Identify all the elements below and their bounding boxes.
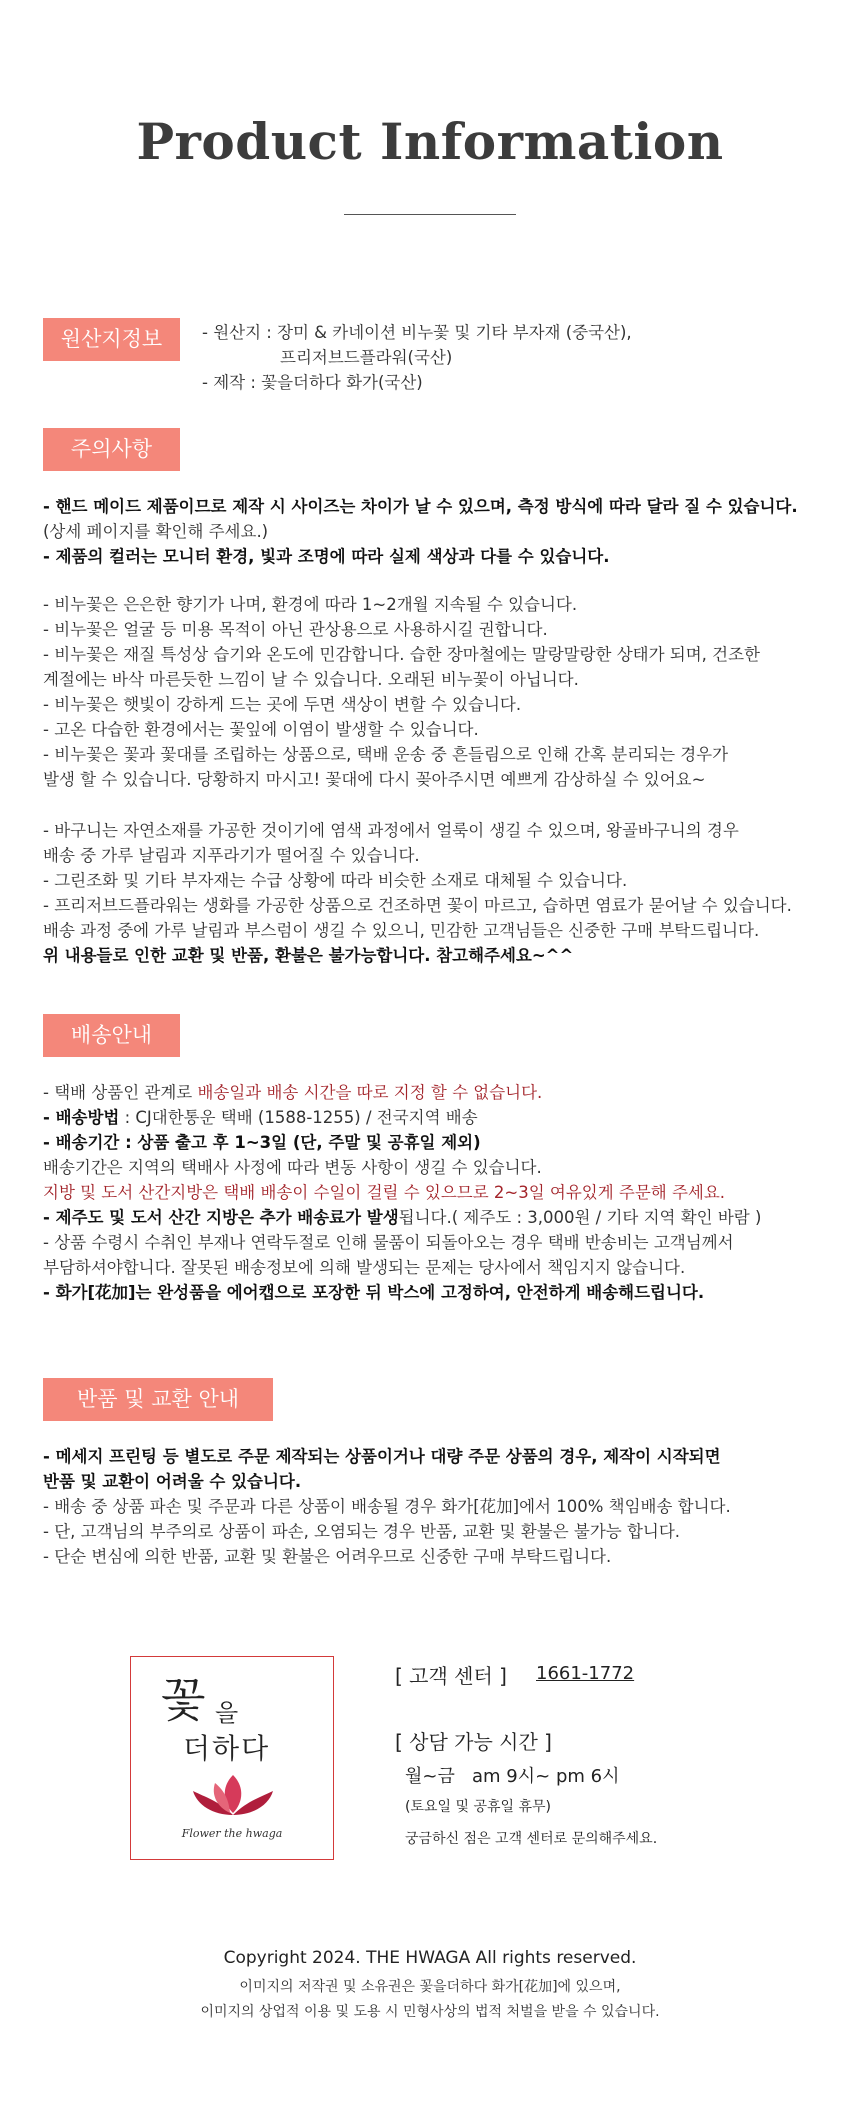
caution-line: - 고온 다습한 환경에서는 꽃잎에 이염이 발생할 수 있습니다. [43,720,479,739]
cs-label: [ 고객 센터 ] [395,1664,507,1688]
shipping-extra-fee: - 제주도 및 도서 산간 지방은 추가 배송료가 발생 [43,1208,399,1227]
origin-line: - 제작 : 꽃을더하다 화가(국산) [202,373,423,392]
caution-block-1 [43,494,798,569]
footer-notice: 이미지의 상업적 이용 및 도용 시 민형사상의 법적 처벌을 받을 수 있습니다. [200,2004,660,2020]
caution-line: - 그린조화 및 기타 부자재는 수급 상황에 따라 비슷한 소재로 대체될 수 있습니다. [43,871,628,890]
caution-line: - 비누꽃은 은은한 향기가 나며, 환경에 따라 1~2개월 지속될 수 있습니다. [43,595,578,614]
shipping-info [43,1080,761,1305]
caution-block-2 [43,592,760,792]
cs-hours: 월~금 am 9시~ pm 6시 [405,1766,620,1787]
cs-note: 궁금하신 점은 고객 센터로 문의해주세요. [405,1831,658,1847]
shipping-method-label: - 배송방법 [43,1108,120,1127]
logo-text-line2: 더하다 [183,1732,271,1765]
returns-line: - 메세지 프린팅 등 별도로 주문 제작되는 상품이거나 대량 주문 상품의 경우, 제작이 시작되면 [43,1447,721,1466]
shipping-line: - 상품 수령시 수취인 부재나 연락두절로 인해 물품이 되돌아오는 경우 택배 반송비는 고객님께서 [43,1233,734,1252]
caution-line: 계절에는 바삭 마른듯한 느낌이 날 수 있습니다. 오래된 비누꽃이 아닙니다. [43,670,579,689]
caution-line: (상세 페이지를 확인해 주세요.) [43,522,269,541]
returns-line: - 배송 중 상품 파손 및 주문과 다른 상품이 배송될 경우 화가[花加]에서 100% 책임배송 합니다. [43,1497,731,1516]
returns-badge: 반품 및 교환 안내 [43,1378,273,1421]
caution-badge: 주의사항 [43,428,180,471]
footer-copyright: Copyright 2024. THE HWAGA All rights reserved. [223,1948,637,1968]
logo-script: Flower the hwaga [181,1827,283,1840]
caution-line: - 제품의 컬러는 모니터 환경, 빛과 조명에 따라 실제 색상과 다를 수 있습니다. [43,547,610,566]
footer-notice: 이미지의 저작권 및 소유권은 꽃을더하다 화가[花加]에 있으며, [239,1979,621,1995]
shipping-line [43,1105,761,1130]
page-title: Product Information [136,112,724,171]
caution-line: - 핸드 메이드 제품이므로 제작 시 사이즈는 차이가 날 수 있으며, 측정 방식에 따라 달라 질 수 있습니다. [43,497,798,516]
caution-line: - 프리저브드플라워는 생화를 가공한 상품으로 건조하면 꽃이 마르고, 습하면 염료가 묻어날 수 있습니다. [43,896,792,915]
logo-text-small: 을 [215,1699,239,1727]
shipping-notice: 배송일과 배송 시간을 따로 지정 할 수 없습니다. [197,1083,543,1102]
shipping-remote-notice: 지방 및 도서 산간지방은 택배 배송이 수일이 걸릴 수 있으므로 2~3일 여유있게 주문해 주세요. [43,1183,726,1202]
returns-info [43,1444,731,1569]
shipping-line: 부담하셔야합니다. 잘못된 배송정보에 의해 발생되는 문제는 당사에서 책임지지 않습니다. [43,1258,686,1277]
shipping-packaging: - 화가[花加]는 완성품을 에어캡으로 포장한 뒤 박스에 고정하여, 안전하게 배송해드립니다. [43,1283,705,1302]
returns-line: - 단순 변심에 의한 반품, 교환 및 환불은 어려우므로 신중한 구매 부탁드립니다. [43,1547,612,1566]
shipping-text: 됩니다.( 제주도 : 3,000원 / 기타 지역 확인 바람 ) [398,1208,762,1227]
shipping-method: : CJ대한통운 택배 (1588-1255) / 전국지역 배송 [119,1108,478,1127]
caution-line: - 비누꽃은 햇빛이 강하게 드는 곳에 두면 색상이 변할 수 있습니다. [43,695,522,714]
shipping-badge: 배송안내 [43,1014,180,1057]
caution-line: 발생 할 수 있습니다. 당황하지 마시고! 꽃대에 다시 꽂아주시면 예쁘게 감상하실 수 있어요~ [43,770,706,789]
shipping-line [43,1080,761,1105]
logo-text-big: 꽃 [161,1673,206,1727]
caution-closing: 위 내용들로 인한 교환 및 반품, 환불은 불가능합니다. 참고해주세요~^^ [43,946,574,965]
returns-line: 반품 및 교환이 어려울 수 있습니다. [43,1472,302,1491]
title-divider [344,214,516,215]
origin-line: - 원산지 : 장미 & 카네이션 비누꽃 및 기타 부자재 (중국산), [202,323,632,342]
shipping-line: 배송기간은 지역의 택배사 사정에 따라 변동 사항이 생길 수 있습니다. [43,1158,542,1177]
returns-line: - 단, 고객님의 부주의로 상품이 파손, 오염되는 경우 반품, 교환 및 환불은 불가능 합니다. [43,1522,681,1541]
caution-line: - 비누꽃은 재질 특성상 습기와 온도에 민감합니다. 습한 장마철에는 말랑말랑한 상태가 되며, 건조한 [43,645,760,664]
origin-info [202,320,632,395]
lotus-icon [183,1771,283,1821]
shipping-text: - 택배 상품인 관계로 [43,1083,198,1102]
brand-logo [130,1656,334,1860]
cs-holiday: (토요일 및 공휴일 휴무) [405,1799,551,1815]
caution-line: - 바구니는 자연소재를 가공한 것이기에 염색 과정에서 얼룩이 생길 수 있으며, 왕골바구니의 경우 [43,821,739,840]
origin-badge: 원산지정보 [43,318,180,361]
caution-line: 배송 과정 중에 가루 날림과 부스럼이 생길 수 있으니, 민감한 고객님들은 신중한 구매 부탁드립니다. [43,921,760,940]
cs-phone[interactable]: 1661-1772 [536,1663,635,1684]
caution-line: - 비누꽃은 얼굴 등 미용 목적이 아닌 관상용으로 사용하시길 권합니다. [43,620,548,639]
shipping-line [43,1205,761,1230]
caution-line: 배송 중 가루 날림과 지푸라기가 떨어질 수 있습니다. [43,846,420,865]
cs-hours-label: [ 상담 가능 시간 ] [395,1730,552,1754]
caution-line: - 비누꽃은 꽃과 꽃대를 조립하는 상품으로, 택배 운송 중 흔들림으로 인해 간혹 분리되는 경우가 [43,745,729,764]
shipping-period: - 배송기간 : 상품 출고 후 1~3일 (단, 주말 및 공휴일 제외) [43,1133,481,1152]
origin-line: 프리저브드플라워(국산) [280,348,453,367]
caution-block-3 [43,818,792,968]
